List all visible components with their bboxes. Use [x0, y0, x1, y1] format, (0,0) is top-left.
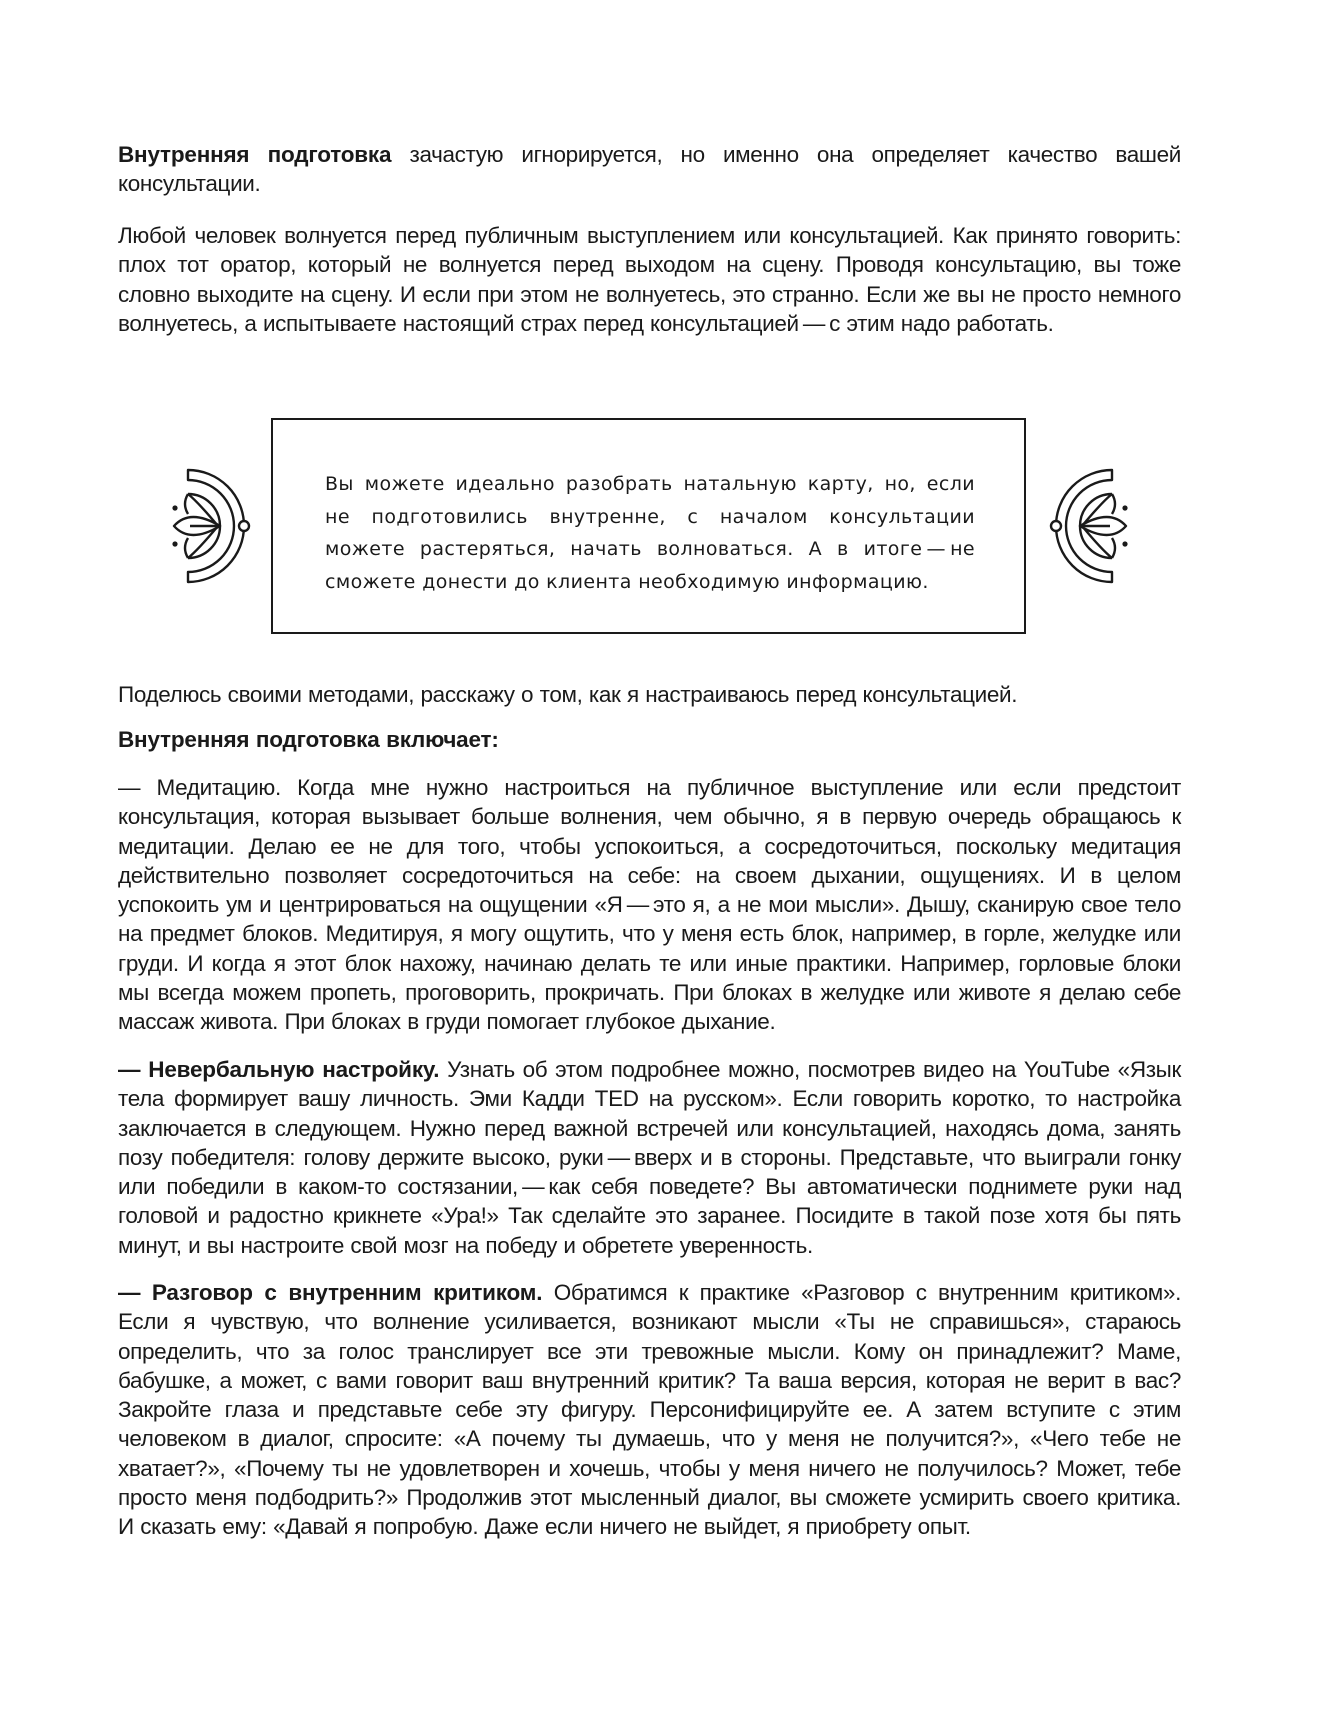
list-dash: —	[118, 1280, 141, 1305]
nervous-paragraph: Любой человек волнуется перед публичным выступлением или консультацией. Как принято говорить: плох тот оратор, который не волнуется перед выходом на сцену. Проводя консультацию, вы тоже словно выходите на сцену. И если при этом не волнуетесь, это странно. Если же вы не просто немного волнуетесь, а испытываете настоящий страх перед консультацией — с этим надо работать.	[118, 223, 1181, 336]
intro-text: зачастую игнорируется, но именно она определяет качество вашей консультации.	[118, 142, 1181, 197]
list-item-inner-critic	[118, 1278, 1181, 1542]
share-paragraph: Поделюсь своими методами, расскажу о том, как я настраиваюсь перед консультацией.	[118, 682, 1018, 707]
intro-bold-lead: Внутренняя подготовка	[118, 142, 392, 167]
list-item-text: Обратимся к практике «Разговор с внутренним критиком». Если я чувствую, что волнение усиливается, возникают мысли «Ты не справишься», стараюсь определить, что за голос транслирует все эти тревожные мысли. Кому он принадлежит? Маме, бабушке, а может, с вами говорит ваш внутренний критик? Та ваша версия, которая не верит в вас? Закройте глаза и представьте себе эту фигуру. Персонифицируйте ее. А затем вступите с этим человеком в диалог, спросите: «А почему ты думаешь, что у меня не получится?», «Чего тебе не хватает?», «Почему ты не удовлетворен и хочешь, чтобы у меня ничего не получилось? Может, тебе просто меня подбодрить?» Продолжив этот мысленный диалог, вы сможете усмирить своего критика. И сказать ему: «Давай я попробую. Даже если ничего не выйдет, я приобрету опыт.	[118, 1280, 1181, 1540]
list-dash: —	[118, 1057, 141, 1082]
intro-paragraph	[118, 140, 1181, 199]
lotus-crescent-icon	[168, 466, 258, 586]
list-item-text: Медитацию. Когда мне нужно настроиться на публичное выступление или если предстоит консультация, которая вызывает больше волнения, чем обычно, я в первую очередь обращаюсь к медитации. Делаю ее не для того, чтобы успокоиться, а сосредоточиться, поскольку медитация действительно позволяет сосредоточиться на себе: на своем дыхании, ощущениях. И в целом успокоить ум и центрироваться на ощущении «Я — это я, а не мои мысли». Дышу, сканирую свое тело на предмет блоков. Медитируя, я могу ощутить, что у меня есть блок, например, в горле, желудке или груди. И когда я этот блок нахожу, начинаю делать те или иные практики. Например, горловые блоки мы всегда можем пропеть, проговорить, прокричать. При блоках в желудке или животе я делаю себе массаж живота. При блоках в груди помогает глубокое дыхание.	[118, 775, 1181, 1035]
list-item-meditation	[118, 773, 1181, 1037]
list-dash: —	[118, 775, 141, 800]
list-item-text: Узнать об этом подробнее можно, посмотрев видео на YouTube «Язык тела формирует вашу личность. Эми Кадди TED на русском». Если говорить коротко, то настройка заключается в следующем. Нужно перед важной встречей или консультацией, находясь дома, занять позу победителя: голову держите высоко, руки — вверх и в стороны. Представьте, что выиграли гонку или победили в каком-то состязании, — как себя поведете? Вы автоматически поднимете руки над головой и радостно крикнете «Ура!» Так сделайте это заранее. Посидите в такой позе хотя бы пять минут, и вы настроите свой мозг на победу и обретете уверенность.	[118, 1057, 1181, 1258]
quote-text: Вы можете идеально разобрать натальную карту, но, если не подготовились внутренне, с началом консультации можете растеряться, начать волноваться. А в итоге — не сможете донести до клиента необходимую информацию.	[325, 473, 975, 593]
list-item-lead: Невербальную настройку.	[140, 1057, 440, 1082]
list-item-lead: Разговор с внутренним критиком.	[140, 1280, 543, 1305]
section-heading	[118, 725, 499, 754]
quote-box	[271, 418, 1026, 634]
list-item-nonverbal	[118, 1055, 1181, 1260]
section-heading-text: Внутренняя подготовка включает:	[118, 727, 499, 752]
lotus-crescent-icon	[1042, 466, 1132, 586]
